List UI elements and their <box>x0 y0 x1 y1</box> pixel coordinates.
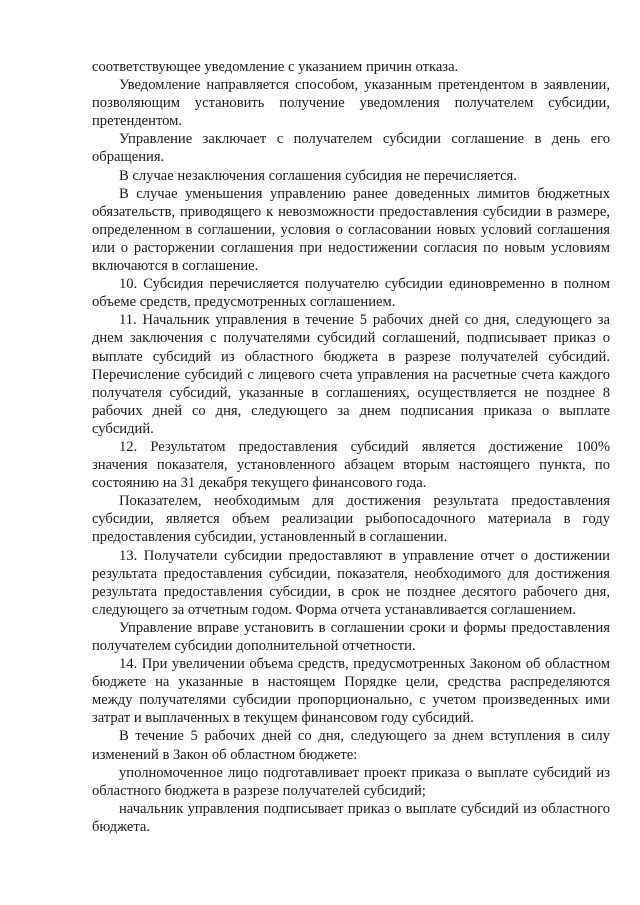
paragraph-notice-method: Уведомление направляется способом, указанным претендентом в заявлении, позволяющим установить получение уведомления получателем субсидии, претендентом. <box>92 77 610 130</box>
paragraph-refusal-notice: соответствующее уведомление с указанием причин отказа. <box>92 59 459 75</box>
document-page <box>92 58 610 836</box>
paragraph-indicator: Показателем, необходимым для достижения результата предоставления субсидии, является объем реализации рыбопосадочного материала в году предоставления субсидии, установленный в соглашении. <box>92 493 610 546</box>
paragraph-authorized-person: уполномоченное лицо подготавливает проект приказа о выплате субсидий из областного бюджета в разрезе получателей субсидий; <box>92 764 610 799</box>
paragraph-item-11: 11. Начальник управления в течение 5 рабочих дней со дня, следующего за днем заключения с получателями субсидий соглашений, подписывает приказ о выплате субсидий из областного бюджета в разрезе получателей субсидий. Перечисление субсидий с лицевого счета управления на расчетные счета каждого получателя субсидий, указанные в соглашениях, осуществляется не позднее 8 рабочих дней со дня, следующего за днем подписания приказа о выплате субсидий. <box>92 312 610 437</box>
paragraph-head-signs: начальник управления подписывает приказ о выплате субсидий из областного бюджета. <box>92 800 610 835</box>
paragraph-item-13: 13. Получатели субсидии предоставляют в управление отчет о достижении результата предоставления субсидии, показателя, необходимого для достижения результата предоставления субсидии, в срок не позднее десятого рабочего дня, следующего за отчетным годом. Форма отчета устанавливается соглашением. <box>92 547 610 618</box>
paragraph-within-5-days: В течение 5 рабочих дней со дня, следующего за днем вступления в силу изменений в Закон об областном бюджете: <box>92 728 610 763</box>
paragraph-item-12: 12. Результатом предоставления субсидий является достижение 100% значения показателя, установленного абзацем вторым настоящего пункта, по состоянию на 31 декабря текущего финансового года. <box>92 438 610 492</box>
paragraph-item-14: 14. При увеличении объема средств, предусмотренных Законом об областном бюджете на указанные в настоящем Порядке цели, средства распределяются между получателями субсидии пропорционально, с учетом произведенных ими затрат и выплаченных в текущем финансовом году субсидий. <box>92 656 610 727</box>
paragraph-item-10: 10. Субсидия перечисляется получателю субсидии единовременно в полном объеме средств, предусмотренных соглашением. <box>92 276 610 311</box>
paragraph-limits-reduction: В случае уменьшения управлению ранее доведенных лимитов бюджетных обязательств, приводящего к невозможности предоставления субсидии в размере, определенном в соглашении, условия о согласовании новых условий соглашения или о расторжении соглашения при недостижении согласия по новым условиям включаются в соглашение. <box>92 185 610 275</box>
paragraph-agreement-conclusion: Управление заключает с получателем субсидии соглашение в день его обращения. <box>92 131 610 166</box>
paragraph-additional-reporting: Управление вправе установить в соглашении сроки и формы предоставления получателем субсидии дополнительной отчетности. <box>92 619 610 654</box>
paragraph-non-conclusion: В случае незаключения соглашения субсидия не перечисляется. <box>119 167 517 184</box>
